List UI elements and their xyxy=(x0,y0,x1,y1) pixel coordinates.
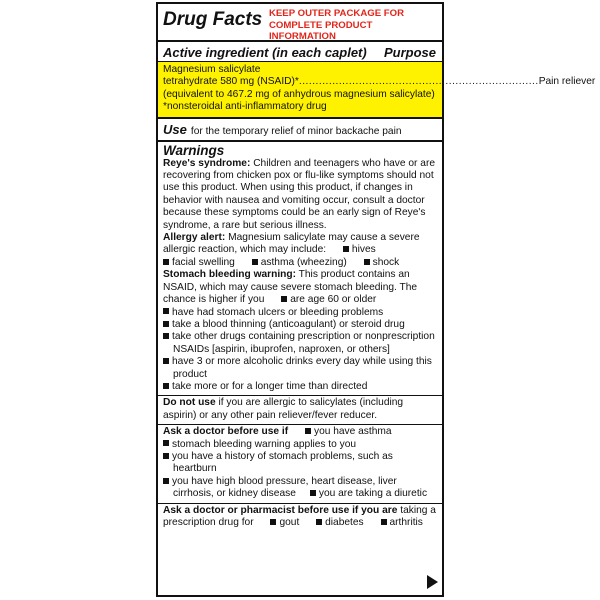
bullet-icon xyxy=(316,519,322,525)
ask-pharmacist xyxy=(163,505,437,530)
leader-dots: ........................................................................ xyxy=(298,76,539,88)
stomach-item: are age 60 or older xyxy=(290,294,377,306)
header xyxy=(158,4,442,42)
list-item xyxy=(163,356,437,381)
bullet-icon xyxy=(310,490,316,496)
bullet-icon xyxy=(270,519,276,525)
bullet-icon xyxy=(305,428,311,434)
stomach-bleeding-warning xyxy=(163,269,437,306)
use-heading: Use xyxy=(163,121,187,137)
active-ingredient-heading-row xyxy=(158,42,442,62)
ingredient-purpose: Pain reliever xyxy=(538,76,596,88)
drug-facts-title: Drug Facts xyxy=(163,9,263,30)
allergy-alert xyxy=(163,232,437,257)
ask-item: stomach bleeding warning applies to you xyxy=(172,438,357,450)
bullet-icon xyxy=(163,333,169,339)
divider xyxy=(158,424,442,425)
ask-item: you have high blood pressure, heart disease, liver cirrhosis, or kidney disease xyxy=(172,475,397,500)
allergy-item: shock xyxy=(372,256,400,268)
continue-arrow-icon xyxy=(427,575,438,589)
pharm-item: gout xyxy=(279,517,300,528)
ingredient-footnote: *nonsteroidal anti-inflammatory drug xyxy=(163,101,327,113)
package-notice-line2: COMPLETE PRODUCT INFORMATION xyxy=(268,19,373,42)
divider xyxy=(158,395,442,396)
ingredient-line3: (equivalent to 467.2 mg of anhydrous magnesium salicylate) xyxy=(163,88,435,100)
stomach-item: take more or for a longer time than directed xyxy=(172,380,368,392)
bullet-icon xyxy=(163,383,169,389)
ask-doctor-label: Ask a doctor before use if xyxy=(163,426,289,438)
stomach-item: have 3 or more alcoholic drinks every day while using this product xyxy=(172,356,432,380)
ingredient-line2 xyxy=(163,76,596,88)
bullet-icon xyxy=(163,321,169,327)
warnings-section xyxy=(158,142,442,530)
bullet-icon xyxy=(343,246,349,252)
do-not-use-text: if you are allergic to salicylates (including aspirin) or any other pain reliever/fever reducer. xyxy=(163,397,404,421)
stomach-item: take a blood thinning (anticoagulant) or steroid drug xyxy=(172,318,405,330)
use-text: for the temporary relief of minor backache pain xyxy=(190,125,402,137)
bullet-icon xyxy=(163,453,169,459)
bullet-icon xyxy=(163,478,169,484)
allergy-label: Allergy alert: xyxy=(163,232,226,244)
active-ingredient-box xyxy=(158,62,596,119)
allergy-item: asthma (wheezing) xyxy=(260,256,347,268)
ingredient-dose: tetrahydrate 580 mg (NSAID)* xyxy=(163,76,299,88)
package-notice xyxy=(263,4,442,40)
allergy-items-row xyxy=(163,257,437,269)
divider xyxy=(158,503,442,504)
bullet-icon xyxy=(281,296,287,302)
bullet-icon xyxy=(163,358,169,364)
bullet-icon xyxy=(364,259,370,265)
ask-item: you are taking a diuretic xyxy=(318,488,428,500)
list-item xyxy=(163,381,437,393)
ask-pharmacist-label: Ask a doctor or pharmacist before use if you are xyxy=(163,504,398,516)
purpose-heading: Purpose xyxy=(383,45,436,60)
warnings-heading: Warnings xyxy=(163,142,225,158)
ask-item: you have a history of stomach problems, such as heartburn xyxy=(172,450,393,475)
drug-facts-panel xyxy=(156,2,596,597)
reye-label: Reye's syndrome: xyxy=(163,157,251,169)
stomach-item: have had stomach ulcers or bleeding problems xyxy=(172,306,384,318)
list-item xyxy=(163,451,437,476)
package-notice-line1: KEEP OUTER PACKAGE FOR xyxy=(268,8,405,19)
list-item xyxy=(163,439,437,451)
bullet-icon xyxy=(163,259,169,265)
do-not-use-label: Do not use xyxy=(163,397,216,409)
bullet-icon xyxy=(163,440,169,446)
stomach-label: Stomach bleeding warning: xyxy=(163,269,297,281)
stomach-text: This product contains an NSAID, which may cause severe stomach bleeding. The chance is higher if you xyxy=(163,269,418,306)
list-item xyxy=(163,319,437,331)
stomach-item: take other drugs containing prescription or nonprescription NSAIDs [aspirin, ibuprofen, naproxen, or others] xyxy=(172,331,435,355)
bullet-icon xyxy=(163,308,169,314)
pharm-item: diabetes xyxy=(325,517,364,528)
ask-doctor xyxy=(163,426,437,438)
bullet-icon xyxy=(252,259,258,265)
list-item xyxy=(163,476,437,501)
do-not-use xyxy=(163,397,437,422)
reye-text: Children and teenagers who have or are recovering from chicken pox or flu-like symptoms should not use this product. When using this product, if changes in behavior with nausea and vomiting occur, consult a doctor because these symptoms could be an early sign of Reye's syndrome, a rare but serious illness. xyxy=(163,157,435,231)
allergy-text: Magnesium salicylate may cause a severe allergic reaction, which may include: xyxy=(163,232,420,256)
pharm-item: arthritis xyxy=(389,517,423,528)
ingredient-line1: Magnesium salicylate xyxy=(163,64,261,75)
list-item xyxy=(163,307,437,319)
ask-item: you have asthma xyxy=(313,426,392,438)
reye-warning xyxy=(163,158,437,232)
allergy-item: facial swelling xyxy=(172,256,235,268)
list-item xyxy=(163,331,437,356)
use-section xyxy=(158,119,442,142)
allergy-item: hives xyxy=(351,244,376,256)
active-ingredient-heading: Active ingredient (in each caplet) xyxy=(163,45,367,60)
bullet-icon xyxy=(381,519,387,525)
ask-pharmacist-text: taking a prescription drug for xyxy=(163,504,436,528)
